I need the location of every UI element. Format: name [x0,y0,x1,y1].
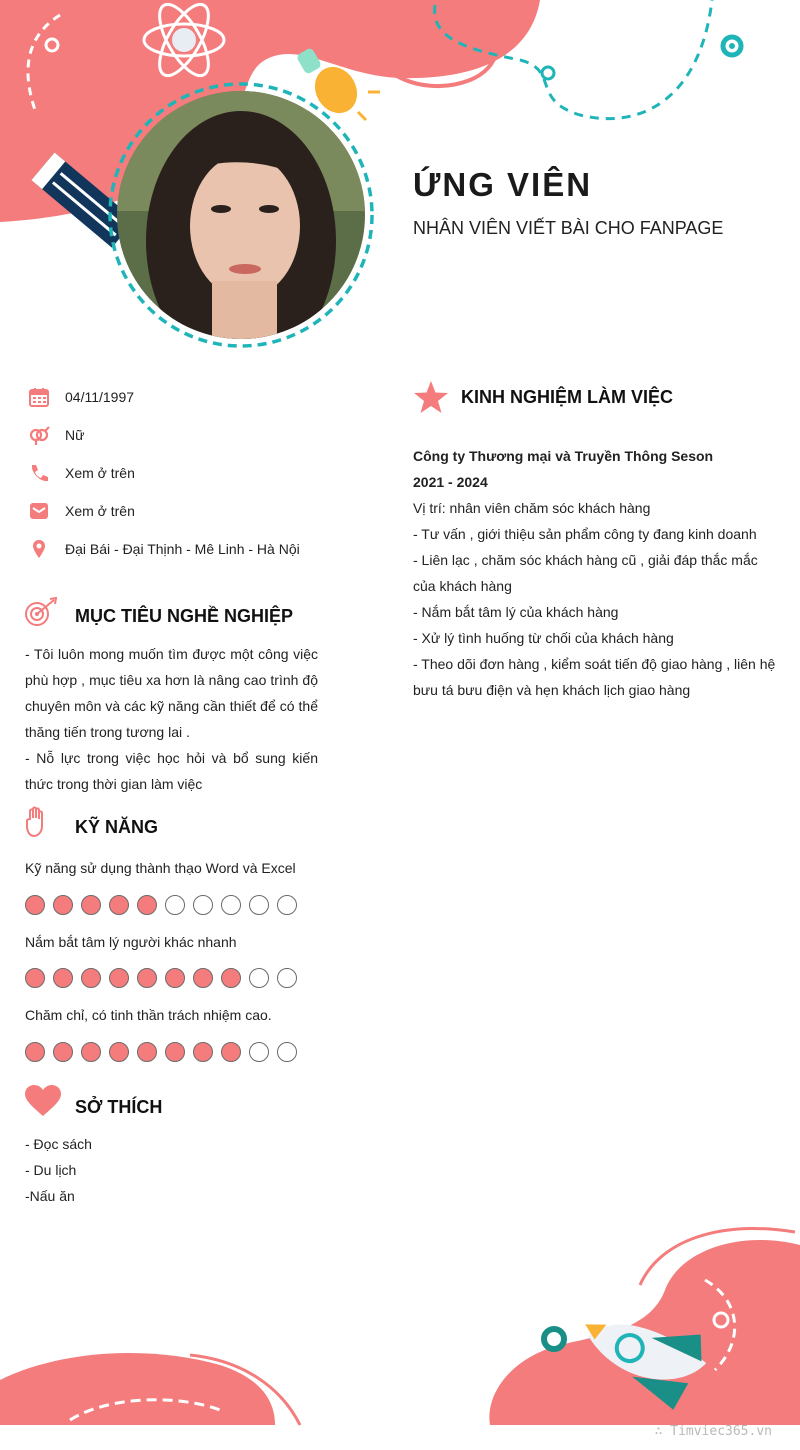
rating-dot-empty [277,968,297,988]
hobbies-list [25,1131,92,1209]
phone-icon [28,462,50,484]
location-icon [28,538,50,560]
experience-period: 2021 - 2024 [413,474,488,490]
rating-dot-filled [137,895,157,915]
experience-line: - Xử lý tình huống từ chối của khách hàng [413,630,674,646]
objective-line: - Tôi luôn mong muốn tìm được một công việc phù hợp , mục tiêu xa hơn là nâng cao trình độ chuyên môn và các kỹ năng cần thiết để có thể thăng tiến trong tương lai . [25,646,318,740]
rating-dot-filled [53,968,73,988]
rating-dot-filled [193,968,213,988]
rating-dot-empty [249,1042,269,1062]
rating-dot-filled [25,968,45,988]
hobbies-title: SỞ THÍCH [75,1097,163,1117]
hand-icon [25,806,47,838]
gender-text: Nữ [65,427,85,443]
rating-dot-filled [137,968,157,988]
birthday-row [28,385,135,409]
experience-line: - Theo dõi đơn hàng , kiểm soát tiến độ giao hàng , liên hệ bưu tá bưu điện và hẹn khách lịch giao hàng [413,656,776,698]
objective-text [25,641,318,797]
skill-label: Nắm bắt tâm lý người khác nhanh [25,934,237,950]
address-row [28,537,300,561]
gender-row [28,423,85,447]
experience-company: Công ty Thương mại và Truyền Thông Seson [413,448,714,464]
candidate-position: NHÂN VIÊN VIẾT BÀI CHO FANPAGE [413,218,724,238]
phone-text: Xem ở trên [65,465,135,481]
experience-line: Vị trí: nhân viên chăm sóc khách hàng [413,500,651,516]
skill-label: Kỹ năng sử dụng thành thạo Word và Excel [25,860,296,876]
rating-dot-filled [25,895,45,915]
rating-dot-empty [249,968,269,988]
skills-title: KỸ NĂNG [75,817,159,837]
birthday-text: 04/11/1997 [65,389,135,405]
experience-block [413,443,783,703]
rating-dot-filled [53,1042,73,1062]
skill-rating [25,1042,297,1062]
rating-dot-filled [165,1042,185,1062]
experience-line: - Nắm bắt tâm lý của khách hàng [413,604,619,620]
rating-dot-filled [109,968,129,988]
skill-rating [25,895,297,915]
rating-dot-filled [109,1042,129,1062]
email-row [28,499,135,523]
rating-dot-empty [277,1042,297,1062]
hobby-item: - Du lịch [25,1162,77,1178]
rating-dot-empty [249,895,269,915]
phone-row [28,461,135,485]
star-icon [413,380,449,414]
experience-line: - Liên lạc , chăm sóc khách hàng cũ , giải đáp thắc mắc của khách hàng [413,552,758,594]
rating-dot-empty [277,895,297,915]
skill-label: Chăm chỉ, có tinh thần trách nhiệm cao. [25,1007,272,1023]
rating-dot-filled [81,968,101,988]
rating-dot-filled [53,895,73,915]
rating-dot-filled [109,895,129,915]
objective-line: - Nỗ lực trong việc học hỏi và bổ sung kiến thức trong thời gian làm việc [25,750,318,792]
candidate-name: ỨNG VIÊN [413,166,593,203]
gender-icon [28,424,50,446]
objective-title: MỤC TIÊU NGHỀ NGHIỆP [75,606,294,626]
rating-dot-filled [137,1042,157,1062]
rating-dot-filled [221,1042,241,1062]
rating-dot-filled [221,968,241,988]
hobby-item: -Nấu ăn [25,1188,75,1204]
rating-dot-filled [25,1042,45,1062]
rating-dot-filled [81,1042,101,1062]
hobby-item: - Đọc sách [25,1136,92,1152]
experience-title: KINH NGHIỆM LÀM VIỆC [461,387,674,407]
rating-dot-filled [165,968,185,988]
address-text: Đại Bái - Đại Thịnh - Mê Linh - Hà Nội [65,541,300,557]
rating-dot-empty [165,895,185,915]
experience-line: - Tư vấn , giới thiệu sản phẩm công ty đang kinh doanh [413,526,757,542]
target-icon [24,597,58,629]
skill-rating [25,968,297,988]
rating-dot-filled [81,895,101,915]
rating-dot-empty [221,895,241,915]
calendar-icon [28,386,50,408]
watermark: ∴ Timviec365.vn [654,1424,772,1439]
email-text: Xem ở trên [65,503,135,519]
heart-icon [24,1084,62,1118]
rating-dot-empty [193,895,213,915]
email-icon [28,500,50,522]
profile-photo [117,91,365,339]
rating-dot-filled [193,1042,213,1062]
